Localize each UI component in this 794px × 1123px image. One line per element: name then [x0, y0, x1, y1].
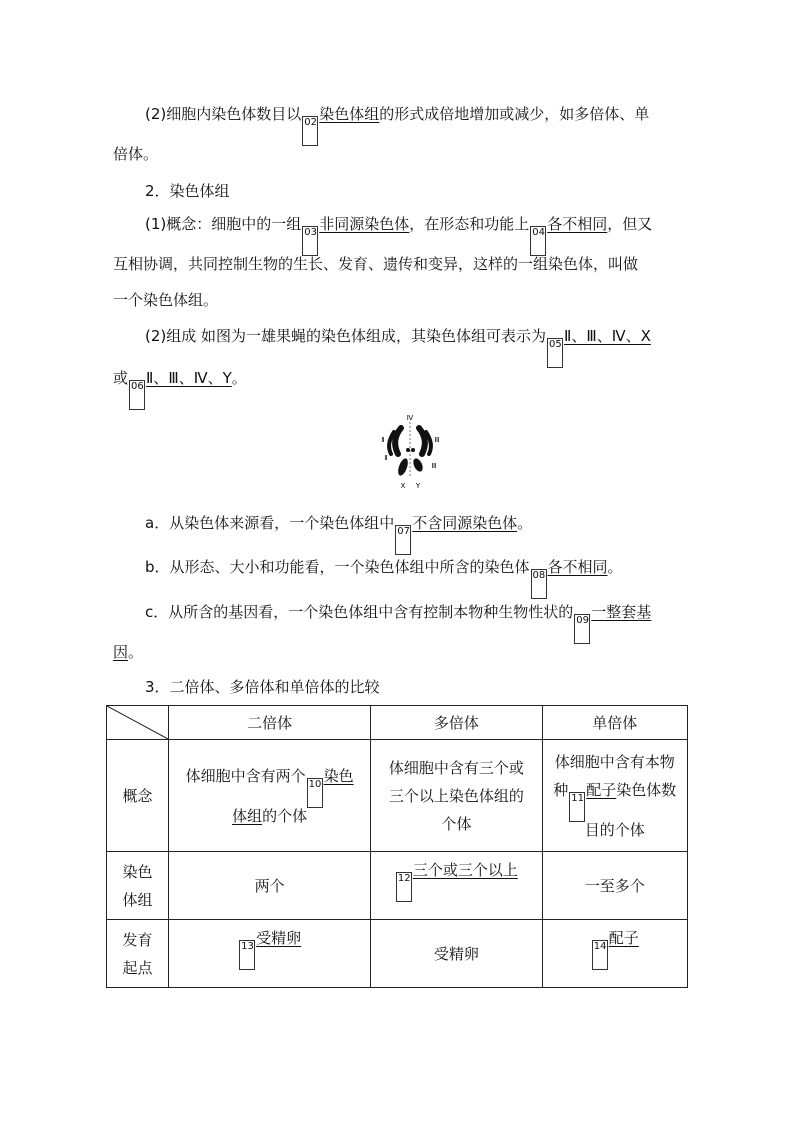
answer-number-badge: 13 [239, 940, 255, 970]
text: 染色体数 [616, 780, 677, 799]
table-cell: 受精卵 [371, 920, 542, 988]
table-row [107, 920, 688, 988]
paragraph-concept [145, 213, 715, 250]
label-iv: Ⅳ [406, 414, 414, 422]
paragraph-b [145, 556, 715, 593]
row-label: 概念 [107, 740, 169, 852]
label-iii-upper: Ⅲ [434, 436, 440, 444]
table-row [107, 740, 688, 852]
table-cell: 两个 [169, 852, 371, 920]
table-cell [542, 740, 687, 852]
answer-text: 体组 [232, 806, 263, 825]
chromosome-dot [406, 448, 410, 452]
text: 。 [128, 643, 144, 661]
text: c．从所含的基因看，一个染色体组中含有控制本物种生物性状的 [145, 603, 574, 621]
cell-line: 三个以上染色体组的 [388, 786, 524, 805]
answer-text: 非同源染色体 [319, 215, 410, 233]
answer-number-badge: 11 [569, 792, 585, 822]
cell-line [173, 802, 366, 830]
text: 。 [517, 514, 533, 532]
section-heading-3: 3．二倍体、多倍体和单倍体的比较 [145, 678, 380, 696]
row-label [107, 920, 169, 988]
cell-line: 体细胞中含有本物 [554, 752, 675, 771]
text: a．从染色体来源看，一个染色体组中 [145, 514, 395, 532]
answer-text: 三个或三个以上 [412, 861, 518, 879]
paragraph-polyploid-intro [145, 103, 715, 140]
chromosome-shape [419, 428, 425, 454]
answer-number-badge: 07 [395, 525, 411, 555]
answer-text: 各不相同 [547, 558, 608, 576]
paragraph-a [145, 512, 715, 549]
answer-text: 配子 [586, 780, 617, 799]
comparison-table [106, 705, 688, 988]
text: ，但又 [607, 215, 653, 233]
column-header: 二倍体 [169, 706, 371, 740]
chromosome-dot [411, 448, 415, 452]
paragraph-line: 倍体。 [113, 145, 159, 163]
table-cell: 一至多个 [542, 852, 687, 920]
answer-number-badge: 05 [547, 338, 563, 368]
column-header: 单倍体 [542, 706, 687, 740]
table-cell [169, 740, 371, 852]
cell-line: 体细胞中含有三个或 [388, 758, 524, 777]
text: (2)组成 如图为一雄果蝇的染色体组成，其染色体组可表示为 [145, 327, 547, 345]
label-ii-lower: Ⅱ [384, 454, 388, 462]
text: (1)概念：细胞中的一组 [145, 215, 302, 233]
label-line: 染色 [122, 862, 153, 881]
answer-text: 受精卵 [256, 929, 302, 947]
fruit-fly-chromosome-figure [370, 410, 450, 490]
cell-line: 目的个体 [584, 820, 645, 839]
x-chromosome [396, 457, 410, 477]
y-chromosome [411, 457, 424, 473]
answer-text: 不含同源染色体 [412, 514, 518, 532]
answer-text: 染色体组 [319, 105, 380, 123]
text: ，在形态和功能上 [409, 215, 530, 233]
answer-text: 染色 [323, 766, 354, 785]
answer-text: Ⅱ、Ⅲ、Ⅳ、X [564, 327, 651, 345]
text: 的形式成倍地增加或减少，如多倍体、单 [379, 105, 650, 123]
paragraph-c [145, 601, 715, 638]
text: (2)细胞内染色体数目以 [145, 105, 302, 123]
answer-text: 因 [113, 643, 129, 661]
answer-number-badge: 10 [307, 778, 323, 808]
text: b．从形态、大小和功能看，一个染色体组中所含的染色体 [145, 558, 530, 576]
paragraph-composition [145, 325, 715, 362]
section-heading-2: 2．染色体组 [145, 182, 230, 200]
answer-text: 一整套基 [591, 603, 652, 621]
row-label [107, 852, 169, 920]
text: 。 [231, 369, 247, 387]
answer-number-badge: 02 [302, 116, 318, 146]
label-line: 发育 [122, 930, 153, 949]
table-cell [371, 740, 542, 852]
label-x: X [400, 482, 406, 490]
cell-line [547, 776, 683, 816]
table-row [107, 852, 688, 920]
label-line: 起点 [122, 958, 153, 977]
cell-line [173, 762, 366, 802]
table-cell [542, 920, 687, 988]
cell-line: 个体 [441, 814, 472, 833]
answer-text: 配子 [608, 929, 639, 947]
answer-text: Ⅱ、Ⅲ、Ⅳ、Y [146, 369, 232, 387]
text: 的个体 [262, 806, 308, 825]
label-line: 体组 [122, 890, 153, 909]
paragraph-line: 互相协调，共同控制生物的生长、发育、遗传和变异，这样的一组染色体，叫做 [113, 255, 639, 273]
answer-number-badge: 04 [530, 226, 546, 256]
column-header: 多倍体 [371, 706, 542, 740]
answer-number-badge: 09 [574, 614, 590, 644]
paragraph-line [113, 641, 683, 663]
text: 。 [607, 558, 623, 576]
diagonal-line [107, 706, 168, 739]
text: 或 [113, 369, 129, 387]
label-y: Y [415, 482, 421, 490]
table-header-row [107, 706, 688, 740]
answer-text: 各不相同 [547, 215, 608, 233]
answer-number-badge: 06 [129, 380, 145, 410]
chromosome-shape [395, 428, 401, 454]
label-iii-lower: Ⅲ [431, 462, 437, 470]
table-cell [169, 920, 371, 988]
diagonal-corner-cell [107, 706, 169, 740]
answer-number-badge: 08 [531, 569, 547, 599]
paragraph-line: 一个染色体组。 [113, 291, 219, 309]
label-ii-upper: Ⅱ [381, 436, 385, 444]
table-cell [371, 852, 542, 920]
text: 体细胞中含有两个 [185, 766, 306, 785]
text: 种 [553, 780, 569, 799]
paragraph-line [113, 367, 683, 404]
answer-number-badge: 14 [592, 940, 608, 970]
answer-number-badge: 03 [302, 226, 318, 256]
answer-number-badge: 12 [396, 872, 412, 902]
